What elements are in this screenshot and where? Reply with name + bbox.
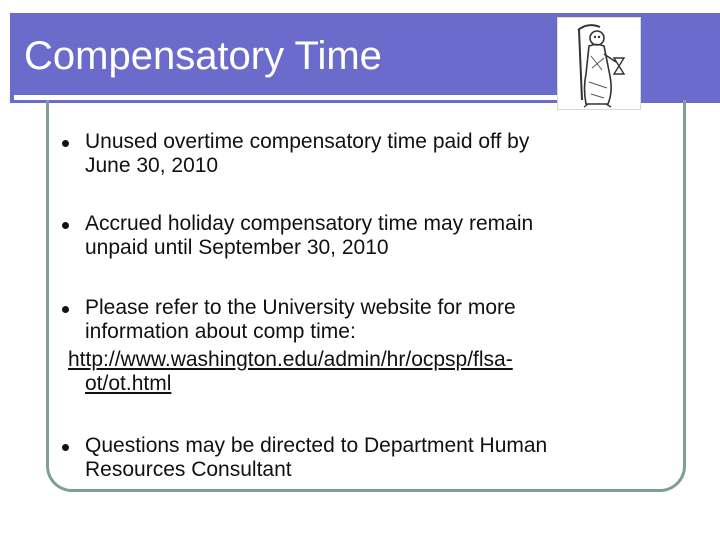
bullet-text [85, 434, 645, 482]
bullet-line: Questions may be directed to Department Human [85, 434, 548, 457]
bullet-text [85, 212, 645, 260]
bullet-line: Accrued holiday compensatory time may remain [85, 212, 534, 235]
bullet-line: Unused overtime compensatory time paid off by [85, 130, 530, 153]
bullet-line: June 30, 2010 [85, 154, 219, 177]
bullet-line: unpaid until September 30, 2010 [85, 236, 389, 259]
bullet-marker [62, 444, 69, 451]
bullet-line: Resources Consultant [85, 458, 292, 481]
bullet-line: Please refer to the University website for more [85, 296, 516, 319]
bullet-line: information about comp time: [85, 320, 356, 343]
grim-reaper-clock-icon [557, 17, 641, 110]
bullet-marker [62, 306, 69, 313]
link-line[interactable]: http://www.washington.edu/admin/hr/ocpsp/flsa- [68, 348, 513, 371]
bullet-text [85, 130, 645, 178]
bullet-text [85, 296, 645, 344]
bullet-marker [62, 140, 69, 147]
university-website-link[interactable] [68, 348, 628, 396]
bullet-marker [62, 222, 69, 229]
link-line[interactable]: ot/ot.html [85, 372, 172, 395]
slide-title: Compensatory Time [24, 34, 382, 78]
